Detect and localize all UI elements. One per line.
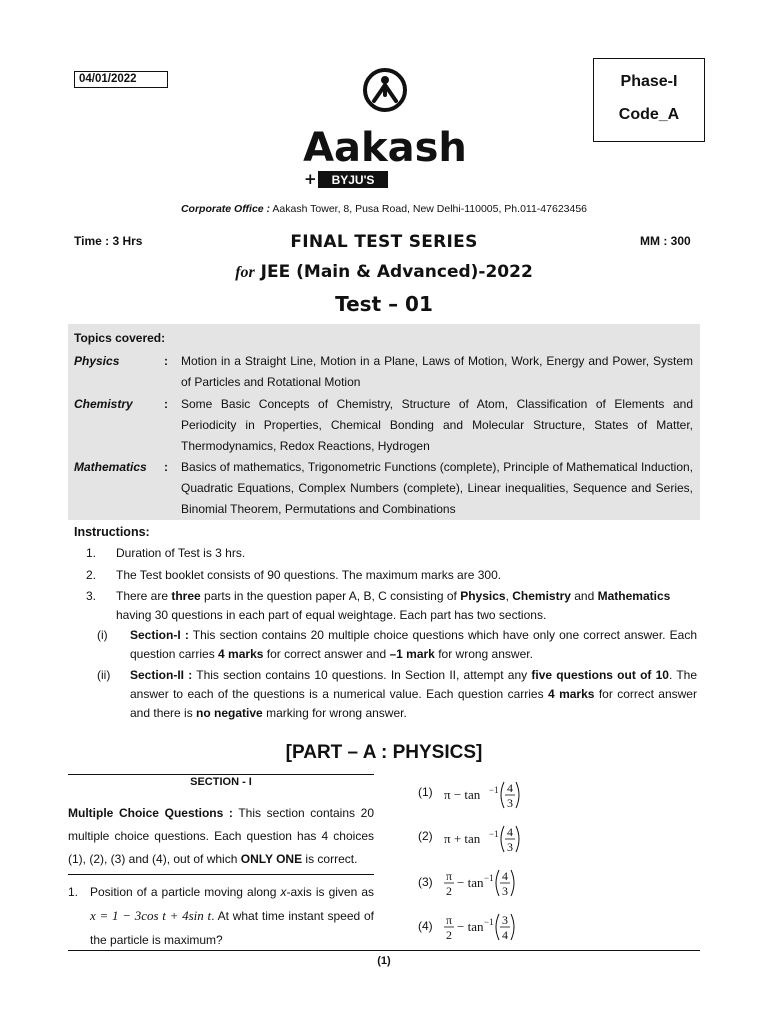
- divider: [68, 874, 374, 875]
- phase-label: Phase-I: [620, 73, 678, 90]
- part-heading: [PART – A : PHYSICS]: [285, 742, 483, 763]
- svg-text:π: π: [445, 869, 453, 883]
- option-4: (4) π 2 − tan −1 3 4: [418, 910, 538, 944]
- max-marks-label: MM : 300: [640, 234, 691, 248]
- svg-text:−1: −1: [484, 873, 494, 883]
- corporate-label: Corporate Office :: [180, 203, 271, 215]
- svg-text:3: 3: [502, 884, 508, 898]
- instruction-item: 3. There are three parts in the question paper A, B, C consisting of Physics, Chemistry and Mathematics having 30 questions in each part of equal weightage. Each part has two sections.: [86, 589, 671, 622]
- topic-subject: Physics: [74, 354, 120, 368]
- topic-subject: Mathematics: [74, 460, 147, 474]
- svg-text:4: 4: [502, 928, 508, 942]
- exam-name: JEE (Main & Advanced)-2022: [260, 262, 533, 282]
- section-heading: SECTION - I: [190, 776, 252, 788]
- topic-subject: Chemistry: [74, 397, 133, 411]
- option-4-expression: [444, 910, 544, 944]
- svg-text:2: 2: [446, 884, 452, 898]
- svg-text:4: 4: [507, 781, 513, 795]
- svg-text:3: 3: [502, 913, 508, 927]
- corporate-office-line: [0, 203, 768, 215]
- page-number: (1): [377, 955, 391, 967]
- section-ii-instruction: (ii) Section-II : This section contains 10 questions. In Section II, attempt any five questions out of 10. The answer to each of the questions is a numerical value. Each question carries 4 marks for correct answer and there is no negative marking for wrong answer.: [97, 668, 697, 720]
- brand-wordmark: Aakash: [303, 125, 467, 171]
- corporate-address: Aakash Tower, 8, Pusa Road, New Delhi-110005, Ph.011-47623456: [272, 203, 588, 215]
- for-word: for: [235, 264, 255, 281]
- instruction-item: 1. Duration of Test is 3 hrs.: [86, 546, 246, 560]
- topic-text: Some Basic Concepts of Chemistry, Structure of Atom, Classification of Elements and Periodicity in Properties, Chemical Bonding and Molecular Structure, States of Matter, Thermodynamics, Redox Reactions, Hydrogen: [181, 397, 693, 453]
- option-3: (3) π 2 − tan −1 4 3: [418, 866, 538, 900]
- svg-text:+: +: [304, 170, 317, 188]
- svg-text:− tan: − tan: [457, 875, 484, 890]
- svg-text:3: 3: [507, 796, 513, 810]
- svg-text:π − tan: π − tan: [444, 787, 481, 802]
- exam-title: [0, 262, 768, 282]
- svg-text:4: 4: [502, 869, 508, 883]
- question-1: 1. Position of a particle moving along x-axis is given as x = 1 − 3cos t + 4sin t. At what time instant speed of the particle is maximum?: [68, 880, 374, 952]
- instructions-heading: Instructions:: [74, 525, 150, 539]
- svg-text:π: π: [445, 913, 453, 927]
- footer-divider: [68, 950, 700, 951]
- topic-text: Motion in a Straight Line, Motion in a Plane, Laws of Motion, Work, Energy and Power, System of Particles and Rotational Motion: [181, 354, 693, 389]
- svg-text:3: 3: [507, 840, 513, 854]
- date-box: 04/01/2022: [74, 71, 168, 88]
- svg-text:4: 4: [507, 825, 513, 839]
- svg-text:−1: −1: [489, 785, 499, 795]
- question-text: Position of a particle moving along x-axis is given as x = 1 − 3cos t + 4sin t. At what time instant speed of the particle is maximum?: [90, 885, 375, 947]
- aakash-byjus-logo: [300, 68, 470, 193]
- partner-wordmark: BYJU'S: [331, 173, 375, 187]
- option-2-expression: [444, 822, 544, 856]
- option-1-expression: [444, 778, 544, 812]
- code-label: Code_A: [618, 106, 680, 123]
- topic-row-chemistry: Chemistry : Some Basic Concepts of Chemistry, Structure of Atom, Classification of Elements and Periodicity in Properties, Chemical Bonding and Molecular Structure, States of Matter, Thermodynamics, Redox Reactions, Hydrogen: [74, 394, 694, 457]
- phase-code-box: [593, 58, 705, 142]
- topic-row-physics: Physics : Motion in a Straight Line, Motion in a Plane, Laws of Motion, Work, Energy and Power, System of Particles and Rotational Motion: [74, 351, 694, 393]
- time-label: Time : 3 Hrs: [74, 234, 143, 248]
- mcq-description: Multiple Choice Questions : This section contains 20 multiple choice questions. Each question has 4 choices (1), (2), (3) and (4), out of which ONLY ONE is correct.: [68, 806, 374, 866]
- section-i-instruction: (i) Section-I : This section contains 20 multiple choice questions which have only one correct answer. Each question carries 4 marks for correct answer and –1 mark for wrong answer.: [97, 628, 697, 661]
- topic-row-mathematics: Mathematics : Basics of mathematics, Trigonometric Functions (complete), Principle of Mathematical Induction, Quadratic Equations, Complex Numbers (complete), Linear inequalities, Sequence and Series, Binomial Theorem, Permutations and Combinations: [74, 457, 694, 520]
- svg-text:−1: −1: [489, 829, 499, 839]
- topics-covered-box: [68, 324, 700, 520]
- divider: [68, 774, 374, 775]
- option-2: (2) π + tan −1 4 3: [418, 822, 538, 856]
- instruction-item: 2. The Test booklet consists of 90 questions. The maximum marks are 300.: [86, 568, 502, 582]
- svg-text:− tan: − tan: [457, 919, 484, 934]
- option-3-expression: [444, 866, 544, 900]
- svg-text:−1: −1: [484, 917, 494, 927]
- topics-heading: Topics covered:: [74, 331, 166, 345]
- aakash-emblem-icon: [365, 70, 405, 110]
- svg-text:π + tan: π + tan: [444, 831, 481, 846]
- option-1: (1) π − tan −1 4 3: [418, 778, 538, 812]
- svg-text:2: 2: [446, 928, 452, 942]
- topic-text: Basics of mathematics, Trigonometric Functions (complete), Principle of Mathematical Induction, Quadratic Equations, Complex Numbers (complete), Linear inequalities, Sequence and Series, Binomial Theorem, Permutations and Combinations: [181, 460, 693, 516]
- test-series-title: FINAL TEST SERIES: [290, 232, 478, 252]
- test-number: Test – 01: [335, 292, 433, 316]
